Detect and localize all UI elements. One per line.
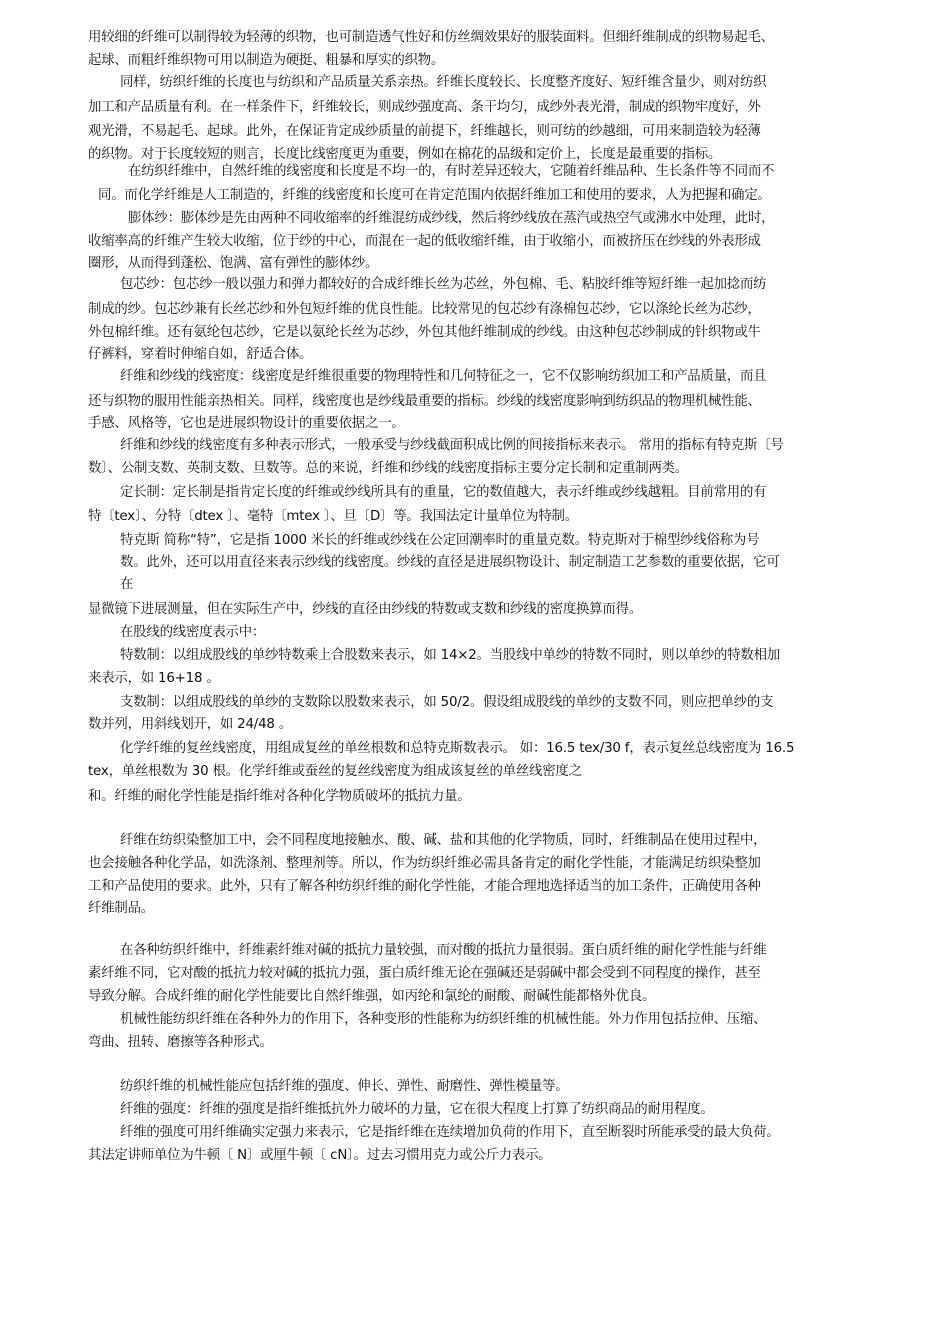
text-line: 数并列，用斜线划开，如 24/48 。: [88, 717, 292, 732]
text-line: 同。而化学纤维是人工制造的，纤维的线密度和长度可在肯定范围内依据纤维加工和使用的要求，人为把握和确定。: [98, 188, 771, 203]
text-line: 加工和产品质量有利。在一样条件下，纤维较长，则成纱强度高、条干均匀，成纱外表光滑，制成的织物牢度好，外: [88, 100, 761, 115]
text-line: 纺织纤维的机械性能应包括纤维的强度、伸长、弹性、耐磨性、弹性模量等。: [120, 1079, 569, 1094]
text-line: 显微镜下进展测量，但在实际生产中，纱线的直径由纱线的特数或支数和纱线的密度换算而得。: [88, 602, 643, 617]
text-line: 起球、而粗纤维织物可用以制造为硬挺、粗暴和厚实的织物。: [88, 53, 445, 68]
text-line: 在各种纺织纤维中，纤维素纤维对碱的抵抗力量较强，而对酸的抵抗力量很弱。蛋白质纤维的耐化学性能与纤维: [120, 943, 767, 958]
text-line: 数〕、公制支数、英制支数、旦数等。总的来说，纤维和纱线的线密度指标主要分定长制和定重制两类。: [88, 461, 689, 476]
text-line: 纤维在纺织染整加工中，会不同程度地接触水、酸、碱、盐和其他的化学物质，同时，纤维制品在使用过程中，: [120, 833, 767, 848]
text-line: 在纺织纤维中，自然纤维的线密度和长度是不均一的，有时差异还较大，它随着纤维品种、生长条件等不同而不: [128, 164, 775, 179]
text-line: 数。此外，还可以用直径来表示纱线的线密度。纱线的直径是进展织物设计、制定制造工艺参数的重要依据，它可: [120, 555, 780, 570]
text-line: 圈形，从而得到蓬松、饱满、富有弹性的膨体纱。: [88, 256, 379, 271]
text-line: 纤维制品。: [88, 901, 154, 916]
text-line: 包芯纱：包芯纱一般以强力和弹力都较好的合成纤维长丝为芯丝，外包棉、毛、粘胶纤维等短纤维一起加捻而纺: [120, 277, 767, 292]
text-line: 还与织物的服用性能亲热相关。同样，线密度也是纱线最重要的指标。纱线的线密度影响到纺织品的物理机械性能、: [88, 394, 761, 409]
text-line: 仔裤料，穿着时伸缩自如，舒适合体。: [88, 347, 313, 362]
text-line: 其法定讲师单位为牛顿〔 N〕或厘牛顿〔 cN〕。过去习惯用克力或公斤力表示。: [88, 1148, 552, 1163]
text-line: 手感、风格等，它也是进展织物设计的重要依据之一。: [88, 416, 405, 431]
text-line: 来表示，如 16+18 。: [88, 671, 220, 686]
text-line: 定长制：定长制是指肯定长度的纤维或纱线所具有的重量，它的数值越大，表示纤维或纱线越粗。目前常用的有: [120, 485, 767, 500]
text-line: 特〔tex〕、分特〔dtex 〕、毫特〔mtex 〕、旦〔D〕等。我国法定计量单位为特制。: [88, 509, 578, 524]
text-line: 工和产品使用的要求。此外，只有了解各种纺织纤维的耐化学性能，才能合理地选择适当的加工条件，正确使用各种: [88, 879, 761, 894]
text-line: 观光滑，不易起毛、起球。此外，在保证肯定成纱质量的前提下，纤维越长，则可纺的纱越细，可用来制造较为轻薄: [88, 124, 761, 139]
text-line: 纤维和纱线的线密度：线密度是纤维很重要的物理特性和几何特征之一，它不仅影响纺织加工和产品质量，而且: [120, 369, 767, 384]
text-line: 也会接触各种化学品，如洗涤剂、整理剂等。所以，作为纺织纤维必需具备肯定的耐化学性能，才能满足纺织染整加: [88, 856, 761, 871]
text-line: 用较细的纤维可以制得较为轻薄的织物，也可制造透气性好和仿丝绸效果好的服装面料。但细纤维制成的织物易起毛、: [88, 30, 774, 45]
text-line: 特克斯 简称“特”，它是指 1000 米长的纤维或纱线在公定回潮率时的重量克数。特克斯对于棉型纱线俗称为号: [120, 533, 760, 548]
text-line: 制成的纱。包芯纱兼有长丝芯纱和外包短纤维的优良性能。比较常见的包芯纱有涤棉包芯纱，它以涤纶长丝为芯纱，: [88, 302, 761, 317]
text-line: 化学纤维的复丝线密度，用组成复丝的单丝根数和总特克斯数表示。 如：16.5 tex/30 f，表示复丝总线密度为 16.5: [120, 741, 795, 756]
text-line: 收缩率高的纤维产生较大收缩，位于纱的中心，而混在一起的低收缩纤维，由于收缩小，而被挤压在纱线的外表形成: [88, 234, 761, 249]
text-line: 纤维的强度：纤维的强度是指纤维抵抗外力破坏的力量，它在很大程度上打算了纺织商品的耐用程度。: [120, 1102, 714, 1117]
text-line: 机械性能纺织纤维在各种外力的作用下，各种变形的性能称为纺织纤维的机械性能。外力作用包括拉伸、压缩、: [120, 1012, 767, 1027]
text-line: 纤维和纱线的线密度有多种表示形式，一般承受与纱线截面积成比例的间接指标来表示。 常用的指标有特克斯〔号: [120, 438, 784, 453]
text-line: 纤维的强度可用纤维确实定强力来表示，它是指纤维在连续增加负荷的作用下，直至断裂时所能承受的最大负荷。: [120, 1125, 780, 1140]
text-line: 导致分解。合成纤维的耐化学性能要比自然纤维强，如丙纶和氯纶的耐酸、耐碱性能都格外优良。: [88, 989, 656, 1004]
text-line: 素纤维不同，它对酸的抵抗力较对碱的抵抗力强，蛋白质纤维无论在强碱还是弱碱中都会受到不同程度的操作，甚至: [88, 966, 761, 981]
text-line: 同样，纺织纤维的长度也与纺织和产品质量关系亲热。纤维长度较长、长度整齐度好、短纤维含量少，则对纺织: [120, 75, 767, 90]
text-line: 特数制：以组成股线的单纱特数乘上合股数来表示，如 14×2。当股线中单纱的特数不同时，则以单纱的特数相加: [120, 648, 780, 663]
text-line: 膨体纱：膨体纱是先由两种不同收缩率的纤维混纺成纱线，然后将纱线放在蒸汽或热空气或沸水中处理，此时，: [128, 211, 775, 226]
text-line: 在: [120, 577, 134, 592]
text-line: tex，单丝根数为 30 根。化学纤维或蚕丝的复丝线密度为组成该复丝的单丝线密度之: [88, 764, 582, 779]
text-line: 外包棉纤维。还有氨纶包芯纱，它是以氨纶长丝为芯纱，外包其他纤维制成的纱线。由这种包芯纱制成的针织物或牛: [88, 325, 761, 340]
text-line: 和。纤维的耐化学性能是指纤维对各种化学物质破坏的抵抗力量。: [88, 789, 471, 804]
text-line: 在股线的线密度表示中：: [120, 625, 266, 640]
text-line: 弯曲、扭转、磨擦等各种形式。: [88, 1035, 273, 1050]
text-line: 支数制：以组成股线的单纱的支数除以股数来表示，如 50/2。假设组成股线的单纱的支数不同，则应把单纱的支: [120, 695, 774, 710]
text-line: 的织物。对于长度较短的则言，长度比线密度更为重要，例如在棉花的品级和定价上，长度是最重要的指标。: [88, 147, 722, 162]
